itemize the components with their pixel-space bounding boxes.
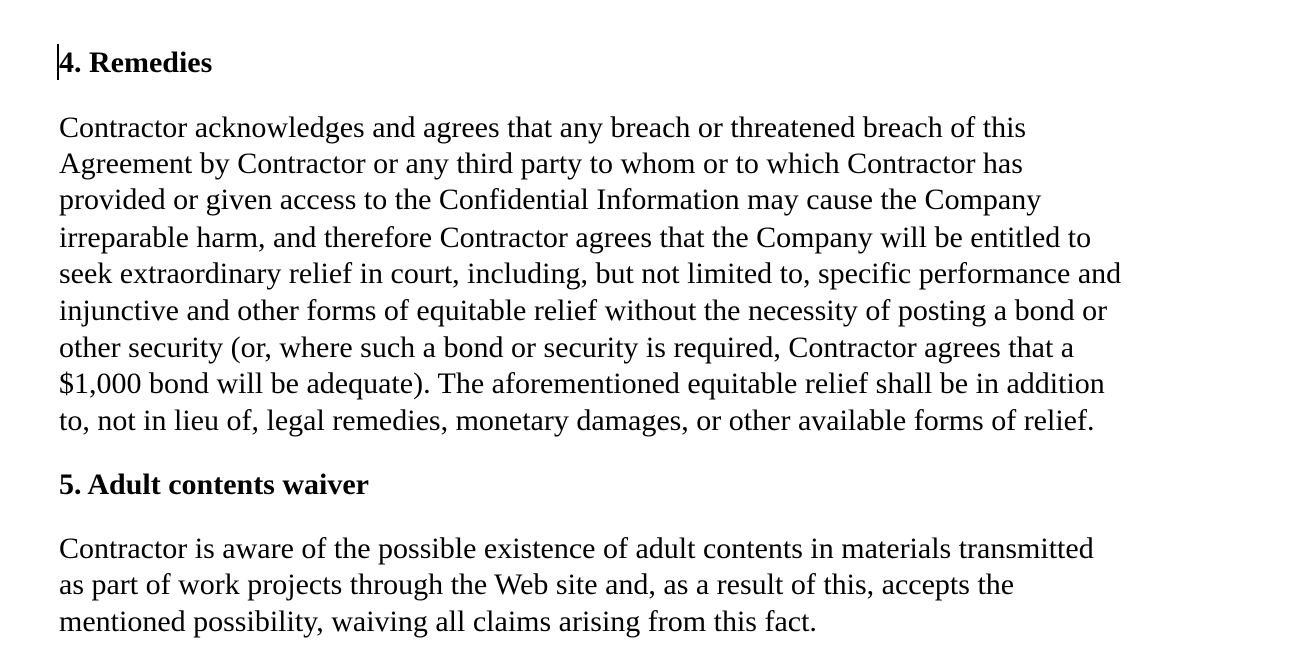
paragraph-line: Agreement by Contractor or any third party to whom or to which Contractor has (59, 147, 1023, 180)
paragraph-line: Contractor is aware of the possible existence of adult contents in materials transmitted (59, 532, 1094, 565)
paragraph-line: seek extraordinary relief in court, including, but not limited to, specific performance and (59, 257, 1122, 290)
paragraph-line: $1,000 bond will be adequate). The aforementioned equitable relief shall be in addition (59, 367, 1105, 400)
paragraph-line: provided or given access to the Confidential Information may cause the Company (59, 183, 1042, 216)
paragraph-line: mentioned possibility, waiving all claims arising from this fact. (59, 605, 817, 638)
paragraph-line: as part of work projects through the Web site and, as a result of this, accepts the (59, 568, 1015, 601)
section-heading-remedies: 4. Remedies (59, 46, 213, 79)
paragraph-line: other security (or, where such a bond or security is required, Contractor agrees that a (59, 331, 1075, 364)
paragraph-line: to, not in lieu of, legal remedies, monetary damages, or other available forms of relief. (59, 404, 1095, 437)
paragraph-line: Contractor acknowledges and agrees that any breach or threatened breach of this (59, 111, 1027, 144)
section-heading-adult-contents-waiver: 5. Adult contents waiver (59, 468, 369, 501)
paragraph-line: irreparable harm, and therefore Contractor agrees that the Company will be entitled to (59, 221, 1092, 254)
paragraph-line: injunctive and other forms of equitable relief without the necessity of posting a bond or (59, 294, 1108, 327)
